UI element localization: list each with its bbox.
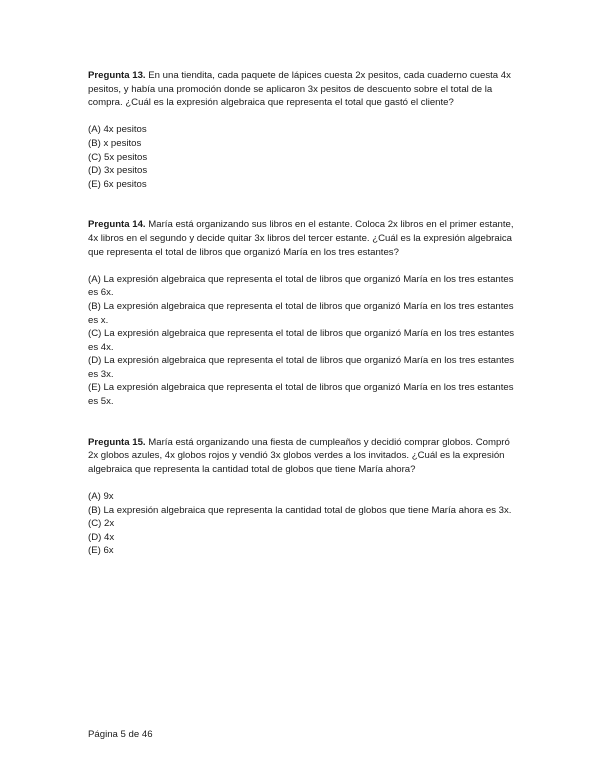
question-label: Pregunta 14.: [88, 219, 146, 231]
answer-options: [88, 123, 516, 191]
answer-option: (D) 3x pesitos: [88, 165, 148, 177]
question-stem: [88, 436, 516, 477]
question-label: Pregunta 15.: [88, 436, 146, 448]
question-label: Pregunta 13.: [88, 70, 146, 81]
question-13: [88, 69, 516, 191]
document-page: [88, 69, 516, 585]
answer-option: (E) 6x: [88, 545, 114, 557]
answer-option: (D) La expresión algebraica que representa el total de libros que organizó María en los tres estantes es 3x.: [88, 355, 515, 380]
answer-option: (C) 2x: [88, 518, 115, 530]
question-text: María está organizando sus libros en el estante. Coloca 2x libros en el primer estante, 4x libros en el segundo y decide quitar 3x libros del tercer estante. ¿Cuál es la expresión algebraica que representa el total de libros que organizó María en los tres estantes?: [88, 219, 514, 258]
answer-option: (E) La expresión algebraica que representa el total de libros que organizó María en los tres estantes es 5x.: [88, 382, 514, 408]
question-stem: [88, 69, 516, 110]
question-15: [88, 436, 516, 558]
answer-option: (B) x pesitos: [88, 137, 142, 149]
answer-option: (E) 6x pesitos: [88, 178, 147, 190]
answer-option: (B) La expresión algebraica que representa la cantidad total de globos que tiene María ahora es 3x.: [88, 504, 512, 516]
question-14: [88, 218, 516, 408]
answer-option: (D) 4x: [88, 531, 115, 543]
answer-options: [88, 490, 516, 558]
answer-option: (A) 4x pesitos: [88, 124, 147, 136]
question-text: María está organizando una fiesta de cumpleaños y decidió comprar globos. Compró 2x globos azules, 4x globos rojos y vendió 3x globos verdes a los invitados. ¿Cuál es la expresión algebraica que representa la cantidad total de globos que tiene María ahora?: [88, 436, 510, 475]
answer-option: (A) 9x: [88, 491, 114, 503]
answer-options: [88, 273, 516, 409]
page-number-footer: Página 5 de 46: [88, 729, 153, 740]
question-stem: [88, 218, 516, 259]
answer-option: (C) 5x pesitos: [88, 151, 148, 163]
question-text: En una tiendita, cada paquete de lápices cuesta 2x pesitos, cada cuaderno cuesta 4x pesitos, y había una promoción donde se aplicaron 3x pesitos de descuento sobre el total de la compra. ¿Cuál es la expresión algebraica que representa el total que gastó el cliente?: [88, 70, 511, 109]
answer-option: (A) La expresión algebraica que representa el total de libros que organizó María en los tres estantes es 6x.: [88, 273, 514, 299]
answer-option: (B) La expresión algebraica que representa el total de libros que organizó María en los tres estantes es x.: [88, 300, 514, 326]
answer-option: (C) La expresión algebraica que representa el total de libros que organizó María en los tres estantes es 4x.: [88, 328, 515, 353]
